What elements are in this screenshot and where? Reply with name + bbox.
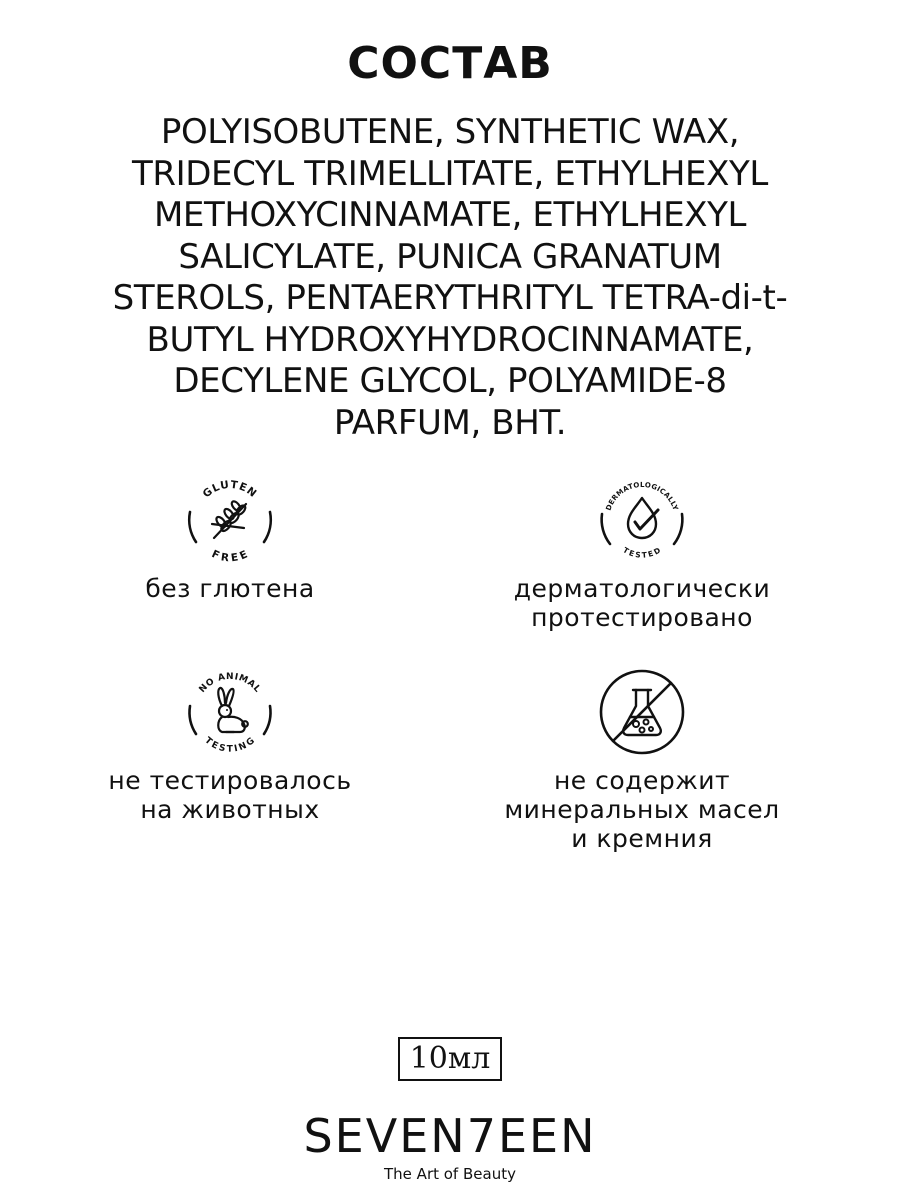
feature-label: на животных: [140, 795, 320, 824]
brand-name: SEVEN7EEN: [303, 1109, 597, 1163]
svg-text:GLUTEN: [201, 479, 260, 501]
feature-dermatologically-tested: [462, 474, 822, 632]
ingredients-line: DECYLENE GLYCOL, POLYAMIDE-8: [173, 361, 727, 401]
badge-text-bottom: TESTING: [202, 735, 258, 755]
svg-text:TESTED: [621, 545, 662, 559]
ingredients-line: POLYISOBUTENE, SYNTHETIC WAX,: [160, 112, 740, 152]
brand-tagline: The Art of Beauty: [384, 1165, 516, 1183]
ingredients-line: TRIDECYL TRIMELLITATE, ETHYLHEXYL: [132, 153, 768, 194]
ingredients-list: [60, 112, 840, 444]
badge-text-bottom: TESTED: [621, 545, 663, 560]
ingredients-line: PARFUM, BHT.: [333, 402, 567, 443]
badge-text-top: DERMATOLOGICALLY: [604, 480, 680, 512]
gluten-free-icon: [184, 474, 276, 566]
feature-label: и кремния: [571, 824, 713, 853]
no-animal-testing-icon: [184, 666, 276, 758]
badge-text-top: GLUTEN: [200, 478, 260, 501]
ingredients-line: METHOXYCINNAMATE, ETHYLHEXYL: [153, 195, 747, 235]
ingredients-line: BUTYL HYDROXYHYDROCINNAMATE,: [146, 319, 754, 360]
feature-label: дерматологически: [513, 574, 771, 603]
badge-text-top: NO ANIMAL: [197, 671, 263, 695]
svg-text:DERMATOLOGICALLY: [604, 481, 679, 512]
svg-text:TESTING: [203, 736, 258, 755]
volume-badge: 10мл: [398, 1037, 502, 1081]
brand-logo: [0, 1108, 900, 1184]
dermatologically-tested-icon: [596, 474, 688, 566]
ingredients-line: STEROLS, PENTAERYTHRITYL TETRA-di-t-: [112, 278, 788, 318]
feature-label: не содержит: [553, 766, 731, 795]
page-title: СОСТАВ: [347, 38, 553, 89]
feature-no-animal-testing: [50, 666, 410, 824]
badge-text-bottom: FREE: [209, 548, 251, 565]
feature-label: протестировано: [531, 603, 753, 632]
feature-gluten-free: [50, 474, 410, 603]
feature-label: минеральных масел: [504, 795, 780, 824]
feature-no-mineral-oils: [462, 666, 822, 853]
svg-text:FREE: [210, 548, 251, 564]
ingredients-line: SALICYLATE, PUNICA GRANATUM: [178, 236, 722, 277]
feature-label: без глютена: [145, 574, 315, 603]
feature-label: не тестировалось: [108, 766, 352, 795]
no-mineral-oils-icon: [596, 666, 688, 758]
